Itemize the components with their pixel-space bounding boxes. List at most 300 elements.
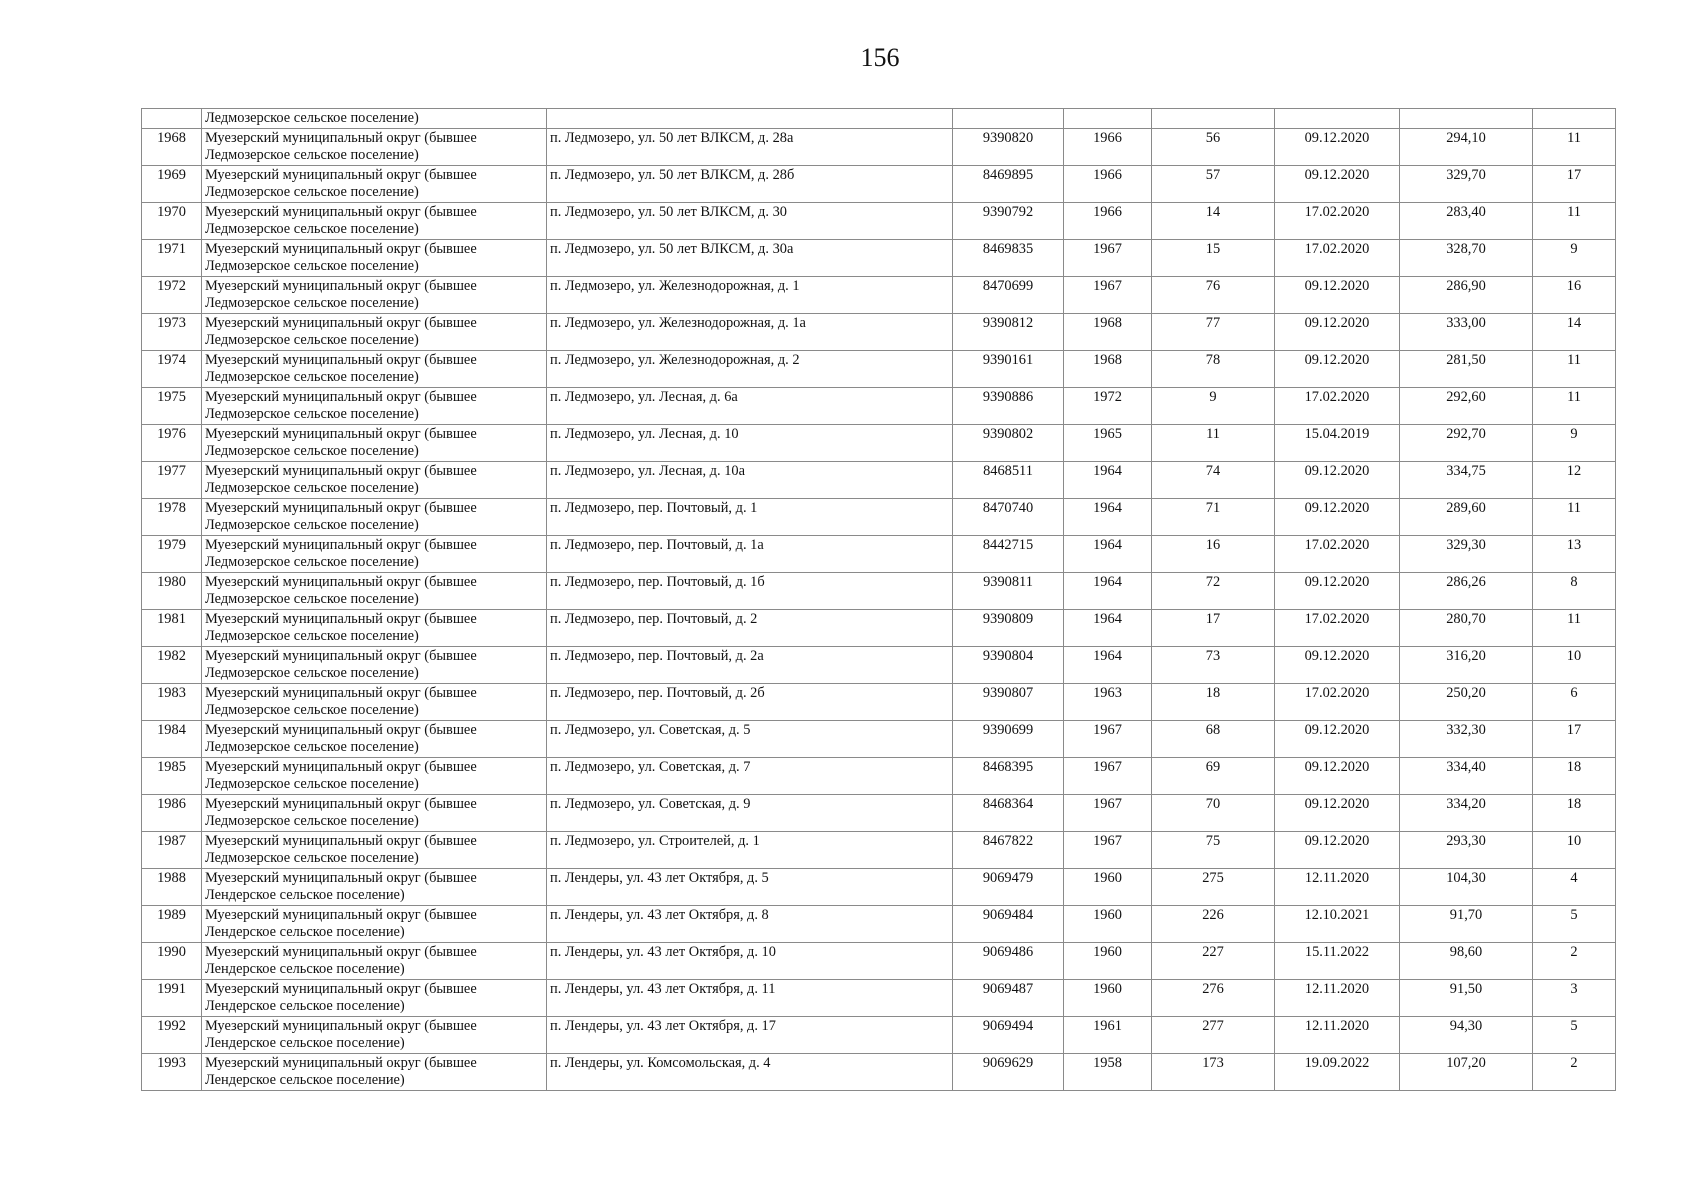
table-row [142,757,1616,794]
municipality-line: Муезерский муниципальный округ (бывшее [205,1017,477,1034]
municipality-line: Ледмозерское сельское поселение) [205,628,419,644]
cell-year: 1958 [1064,1053,1152,1090]
cell-address: п. Лендеры, ул. 43 лет Октября, д. 17 [547,1016,953,1053]
cell-address: п. Ледмозеро, ул. 50 лет ВЛКСМ, д. 28б [547,165,953,202]
cell-number: 173 [1152,1053,1275,1090]
cell-index: 1992 [142,1016,202,1053]
table-row [142,905,1616,942]
cell-area [1400,109,1533,129]
cell-date: 09.12.2020 [1275,350,1400,387]
cell-area: 334,40 [1400,757,1533,794]
cell-area: 328,70 [1400,239,1533,276]
cell-count: 11 [1533,350,1616,387]
cell-date: 09.12.2020 [1275,720,1400,757]
cell-address: п. Лендеры, ул. 43 лет Октября, д. 11 [547,979,953,1016]
cell-year: 1964 [1064,609,1152,646]
cell-area: 292,70 [1400,424,1533,461]
cell-year: 1963 [1064,683,1152,720]
cell-number: 14 [1152,202,1275,239]
cell-municipality [202,794,547,831]
municipality-line: Муезерский муниципальный округ (бывшее [205,129,477,146]
cell-index: 1985 [142,757,202,794]
cell-area: 91,50 [1400,979,1533,1016]
table-row [142,128,1616,165]
cell-address: п. Лендеры, ул. 43 лет Октября, д. 5 [547,868,953,905]
cell-municipality [202,1016,547,1053]
cell-code: 9390811 [953,572,1064,609]
cell-year: 1960 [1064,942,1152,979]
cell-code: 9390807 [953,683,1064,720]
municipality-line: Муезерский муниципальный округ (бывшее [205,536,477,553]
cell-code: 8442715 [953,535,1064,572]
cell-number: 276 [1152,979,1275,1016]
cell-municipality [202,165,547,202]
cell-index: 1991 [142,979,202,1016]
cell-count: 4 [1533,868,1616,905]
municipality-line: Ледмозерское сельское поселение) [205,443,419,459]
municipality-line: Ледмозерское сельское поселение) [205,850,419,866]
municipality-line: Муезерский муниципальный округ (бывшее [205,758,477,775]
cell-number: 68 [1152,720,1275,757]
table-row [142,535,1616,572]
cell-index: 1983 [142,683,202,720]
cell-address: п. Ледмозеро, ул. Советская, д. 9 [547,794,953,831]
table-row [142,646,1616,683]
municipality-line: Ледмозерское сельское поселение) [205,221,419,237]
municipality-line: Муезерский муниципальный округ (бывшее [205,869,477,886]
cell-area: 91,70 [1400,905,1533,942]
cell-address: п. Лендеры, ул. 43 лет Октября, д. 10 [547,942,953,979]
cell-code: 9069486 [953,942,1064,979]
cell-code: 8468395 [953,757,1064,794]
cell-municipality [202,720,547,757]
table-row [142,794,1616,831]
cell-date: 09.12.2020 [1275,461,1400,498]
cell-area: 250,20 [1400,683,1533,720]
cell-area: 286,90 [1400,276,1533,313]
municipality-line: Муезерский муниципальный округ (бывшее [205,943,477,960]
cell-address: п. Ледмозеро, ул. Железнодорожная, д. 1 [547,276,953,313]
cell-municipality [202,387,547,424]
cell-count: 8 [1533,572,1616,609]
cell-area: 293,30 [1400,831,1533,868]
cell-year: 1968 [1064,350,1152,387]
table-row [142,276,1616,313]
cell-date: 09.12.2020 [1275,831,1400,868]
cell-count: 12 [1533,461,1616,498]
cell-address: п. Ледмозеро, пер. Почтовый, д. 2 [547,609,953,646]
table-row [142,165,1616,202]
cell-address: п. Ледмозеро, ул. Железнодорожная, д. 1а [547,313,953,350]
municipality-line: Ледмозерское сельское поселение) [205,332,419,348]
cell-municipality [202,313,547,350]
cell-year: 1967 [1064,794,1152,831]
table-row [142,609,1616,646]
cell-address: п. Ледмозеро, пер. Почтовый, д. 2а [547,646,953,683]
cell-date: 09.12.2020 [1275,646,1400,683]
cell-count: 3 [1533,979,1616,1016]
cell-date: 09.12.2020 [1275,498,1400,535]
cell-count: 11 [1533,609,1616,646]
cell-area: 334,20 [1400,794,1533,831]
municipality-line: Ледмозерское сельское поселение) [205,739,419,755]
cell-number: 17 [1152,609,1275,646]
table-row [142,979,1616,1016]
cell-municipality [202,979,547,1016]
municipality-line: Муезерский муниципальный округ (бывшее [205,573,477,590]
cell-count: 11 [1533,387,1616,424]
table-row [142,942,1616,979]
cell-municipality [202,646,547,683]
cell-code: 9390792 [953,202,1064,239]
municipality-line: Ледмозерское сельское поселение) [205,369,419,385]
cell-year: 1960 [1064,979,1152,1016]
cell-date: 09.12.2020 [1275,128,1400,165]
cell-index: 1974 [142,350,202,387]
cell-municipality [202,683,547,720]
cell-date: 15.04.2019 [1275,424,1400,461]
cell-code: 8469895 [953,165,1064,202]
municipality-line: Лендерское сельское поселение) [205,1072,405,1088]
cell-year: 1967 [1064,720,1152,757]
municipality-line: Ледмозерское сельское поселение) [205,258,419,274]
cell-date: 15.11.2022 [1275,942,1400,979]
cell-area: 333,00 [1400,313,1533,350]
cell-number [1152,109,1275,129]
cell-area: 286,26 [1400,572,1533,609]
cell-count: 11 [1533,498,1616,535]
cell-municipality [202,1053,547,1090]
cell-address: п. Лендеры, ул. 43 лет Октября, д. 8 [547,905,953,942]
cell-municipality [202,572,547,609]
cell-code: 9069629 [953,1053,1064,1090]
cell-address: п. Ледмозеро, ул. Железнодорожная, д. 2 [547,350,953,387]
cell-index: 1976 [142,424,202,461]
cell-count: 16 [1533,276,1616,313]
cell-index: 1986 [142,794,202,831]
municipality-line: Ледмозерское сельское поселение) [205,406,419,422]
municipality-line: Муезерский муниципальный округ (бывшее [205,1054,477,1071]
cell-date: 17.02.2020 [1275,239,1400,276]
municipality-line: Ледмозерское сельское поселение) [205,776,419,792]
cell-index: 1970 [142,202,202,239]
cell-municipality: Ледмозерское сельское поселение) [202,109,547,129]
cell-area: 94,30 [1400,1016,1533,1053]
cell-number: 69 [1152,757,1275,794]
table-row [142,239,1616,276]
municipality-line: Ледмозерское сельское поселение) [205,184,419,200]
cell-year: 1966 [1064,165,1152,202]
cell-count: 11 [1533,128,1616,165]
cell-date: 19.09.2022 [1275,1053,1400,1090]
cell-number: 275 [1152,868,1275,905]
cell-area: 316,20 [1400,646,1533,683]
municipality-line: Лендерское сельское поселение) [205,887,405,903]
cell-index: 1975 [142,387,202,424]
table-row [142,313,1616,350]
municipality-line: Муезерский муниципальный округ (бывшее [205,832,477,849]
cell-year: 1964 [1064,498,1152,535]
municipality-line: Ледмозерское сельское поселение) [205,147,419,163]
municipality-line: Лендерское сельское поселение) [205,961,405,977]
cell-code: 8470699 [953,276,1064,313]
cell-count [1533,109,1616,129]
cell-municipality [202,609,547,646]
registry-body [142,109,1616,1091]
municipality-line: Муезерский муниципальный округ (бывшее [205,647,477,664]
cell-municipality [202,498,547,535]
cell-area: 289,60 [1400,498,1533,535]
cell-date: 09.12.2020 [1275,165,1400,202]
municipality-line: Ледмозерское сельское поселение) [205,813,419,829]
table-row [142,387,1616,424]
cell-year: 1965 [1064,424,1152,461]
cell-number: 277 [1152,1016,1275,1053]
cell-date: 09.12.2020 [1275,572,1400,609]
cell-index: 1969 [142,165,202,202]
cell-number: 16 [1152,535,1275,572]
cell-municipality [202,831,547,868]
table-row [142,868,1616,905]
municipality-line: Ледмозерское сельское поселение) [205,517,419,533]
cell-year: 1968 [1064,313,1152,350]
cell-code: 8470740 [953,498,1064,535]
cell-date: 09.12.2020 [1275,757,1400,794]
cell-code: 9069479 [953,868,1064,905]
cell-index: 1973 [142,313,202,350]
cell-date: 12.11.2020 [1275,979,1400,1016]
cell-index: 1981 [142,609,202,646]
municipality-line: Муезерский муниципальный округ (бывшее [205,425,477,442]
municipality-line: Муезерский муниципальный округ (бывшее [205,388,477,405]
cell-number: 77 [1152,313,1275,350]
cell-address: п. Ледмозеро, ул. 50 лет ВЛКСМ, д. 30а [547,239,953,276]
cell-municipality [202,424,547,461]
cell-address: п. Ледмозеро, ул. Строителей, д. 1 [547,831,953,868]
cell-year: 1967 [1064,276,1152,313]
cell-code: 9390699 [953,720,1064,757]
cell-area: 294,10 [1400,128,1533,165]
cell-municipality [202,276,547,313]
cell-count: 11 [1533,202,1616,239]
cell-index: 1987 [142,831,202,868]
cell-count: 17 [1533,720,1616,757]
cell-index: 1971 [142,239,202,276]
cell-date [1275,109,1400,129]
table-row [142,461,1616,498]
cell-count: 18 [1533,757,1616,794]
cell-address: п. Ледмозеро, ул. Лесная, д. 10а [547,461,953,498]
cell-index: 1979 [142,535,202,572]
cell-address: п. Ледмозеро, ул. 50 лет ВЛКСМ, д. 28а [547,128,953,165]
registry-table [141,108,1616,1091]
cell-code: 9390812 [953,313,1064,350]
cell-year: 1967 [1064,239,1152,276]
cell-code: 9069487 [953,979,1064,1016]
cell-year: 1960 [1064,905,1152,942]
municipality-line: Муезерский муниципальный округ (бывшее [205,240,477,257]
municipality-line: Муезерский муниципальный округ (бывшее [205,351,477,368]
cell-area: 98,60 [1400,942,1533,979]
cell-number: 76 [1152,276,1275,313]
cell-area: 281,50 [1400,350,1533,387]
cell-area: 280,70 [1400,609,1533,646]
table-row [142,720,1616,757]
municipality-line: Муезерский муниципальный округ (бывшее [205,721,477,738]
cell-number: 71 [1152,498,1275,535]
cell-number: 72 [1152,572,1275,609]
cell-municipality [202,757,547,794]
page-number: 156 [860,43,900,72]
municipality-line: Муезерский муниципальный округ (бывшее [205,499,477,516]
cell-year [1064,109,1152,129]
municipality-line: Ледмозерское сельское поселение) [205,480,419,496]
municipality-line: Муезерский муниципальный округ (бывшее [205,906,477,923]
cell-index: 1968 [142,128,202,165]
cell-code: 9390820 [953,128,1064,165]
cell-count: 13 [1533,535,1616,572]
table-row [142,1016,1616,1053]
cell-year: 1964 [1064,461,1152,498]
municipality-line: Ледмозерское сельское поселение) [205,591,419,607]
cell-index: 1988 [142,868,202,905]
cell-number: 15 [1152,239,1275,276]
cell-year: 1964 [1064,572,1152,609]
cell-address: п. Ледмозеро, ул. Советская, д. 7 [547,757,953,794]
cell-date: 09.12.2020 [1275,276,1400,313]
cell-code: 8468511 [953,461,1064,498]
cell-address: п. Ледмозеро, пер. Почтовый, д. 2б [547,683,953,720]
municipality-line: Лендерское сельское поселение) [205,924,405,940]
table-row [142,498,1616,535]
cell-count: 10 [1533,831,1616,868]
table-row [142,202,1616,239]
cell-date: 12.11.2020 [1275,1016,1400,1053]
municipality-line: Лендерское сельское поселение) [205,1035,405,1051]
cell-area: 329,70 [1400,165,1533,202]
cell-address: п. Ледмозеро, пер. Почтовый, д. 1 [547,498,953,535]
cell-area: 292,60 [1400,387,1533,424]
cell-index: 1977 [142,461,202,498]
cell-area: 283,40 [1400,202,1533,239]
table-row [142,424,1616,461]
cell-municipality [202,239,547,276]
cell-number: 75 [1152,831,1275,868]
cell-municipality [202,128,547,165]
cell-address: п. Лендеры, ул. Комсомольская, д. 4 [547,1053,953,1090]
cell-year: 1967 [1064,831,1152,868]
table-row [142,683,1616,720]
cell-index: 1989 [142,905,202,942]
cell-count: 2 [1533,942,1616,979]
cell-number: 70 [1152,794,1275,831]
table-row [142,831,1616,868]
cell-count: 5 [1533,905,1616,942]
cell-count: 10 [1533,646,1616,683]
cell-year: 1960 [1064,868,1152,905]
cell-index: 1980 [142,572,202,609]
cell-year: 1961 [1064,1016,1152,1053]
cell-date: 17.02.2020 [1275,683,1400,720]
cell-number: 18 [1152,683,1275,720]
cell-code: 9390809 [953,609,1064,646]
cell-index: 1972 [142,276,202,313]
cell-year: 1966 [1064,202,1152,239]
cell-area: 329,30 [1400,535,1533,572]
cell-index: 1984 [142,720,202,757]
cell-count: 6 [1533,683,1616,720]
cell-municipality [202,350,547,387]
cell-index: 1978 [142,498,202,535]
cell-municipality [202,942,547,979]
cell-index: 1993 [142,1053,202,1090]
cell-number: 74 [1152,461,1275,498]
cell-count: 2 [1533,1053,1616,1090]
cell-municipality [202,202,547,239]
cell-area: 107,20 [1400,1053,1533,1090]
cell-number: 57 [1152,165,1275,202]
cell-date: 17.02.2020 [1275,387,1400,424]
cell-number: 9 [1152,387,1275,424]
cell-number: 11 [1152,424,1275,461]
cell-count: 5 [1533,1016,1616,1053]
cell-date: 17.02.2020 [1275,535,1400,572]
cell-number: 227 [1152,942,1275,979]
cell-code: 9390804 [953,646,1064,683]
cell-date: 17.02.2020 [1275,609,1400,646]
cell-municipality [202,905,547,942]
municipality-line: Муезерский муниципальный округ (бывшее [205,684,477,701]
municipality-line: Лендерское сельское поселение) [205,998,405,1014]
municipality-line: Муезерский муниципальный округ (бывшее [205,314,477,331]
table-row [142,350,1616,387]
cell-date: 12.11.2020 [1275,868,1400,905]
cell-number: 226 [1152,905,1275,942]
cell-code: 9069484 [953,905,1064,942]
cell-address: п. Ледмозеро, ул. Советская, д. 5 [547,720,953,757]
cell-year: 1972 [1064,387,1152,424]
cell-municipality [202,868,547,905]
cell-year: 1966 [1064,128,1152,165]
cell-code: 8469835 [953,239,1064,276]
cell-address: п. Ледмозеро, ул. Лесная, д. 10 [547,424,953,461]
municipality-line: Муезерский муниципальный округ (бывшее [205,277,477,294]
cell-area: 334,75 [1400,461,1533,498]
cell-municipality [202,461,547,498]
cell-code: 8467822 [953,831,1064,868]
cell-number: 78 [1152,350,1275,387]
municipality-line: Муезерский муниципальный округ (бывшее [205,203,477,220]
cell-date: 09.12.2020 [1275,313,1400,350]
cell-number: 73 [1152,646,1275,683]
cell-count: 17 [1533,165,1616,202]
municipality-line: Ледмозерское сельское поселение) [205,554,419,570]
cell-municipality [202,535,547,572]
cell-date: 09.12.2020 [1275,794,1400,831]
cell-address: п. Ледмозеро, пер. Почтовый, д. 1а [547,535,953,572]
cell-address: п. Ледмозеро, пер. Почтовый, д. 1б [547,572,953,609]
cell-count: 14 [1533,313,1616,350]
cell-date: 17.02.2020 [1275,202,1400,239]
cell-year: 1964 [1064,646,1152,683]
cell-address: п. Ледмозеро, ул. Лесная, д. 6а [547,387,953,424]
cell-index [142,109,202,129]
cell-year: 1967 [1064,757,1152,794]
municipality-line: Ледмозерское сельское поселение) [205,665,419,681]
continuation-row [142,109,1616,129]
cell-number: 56 [1152,128,1275,165]
municipality-line: Муезерский муниципальный округ (бывшее [205,610,477,627]
